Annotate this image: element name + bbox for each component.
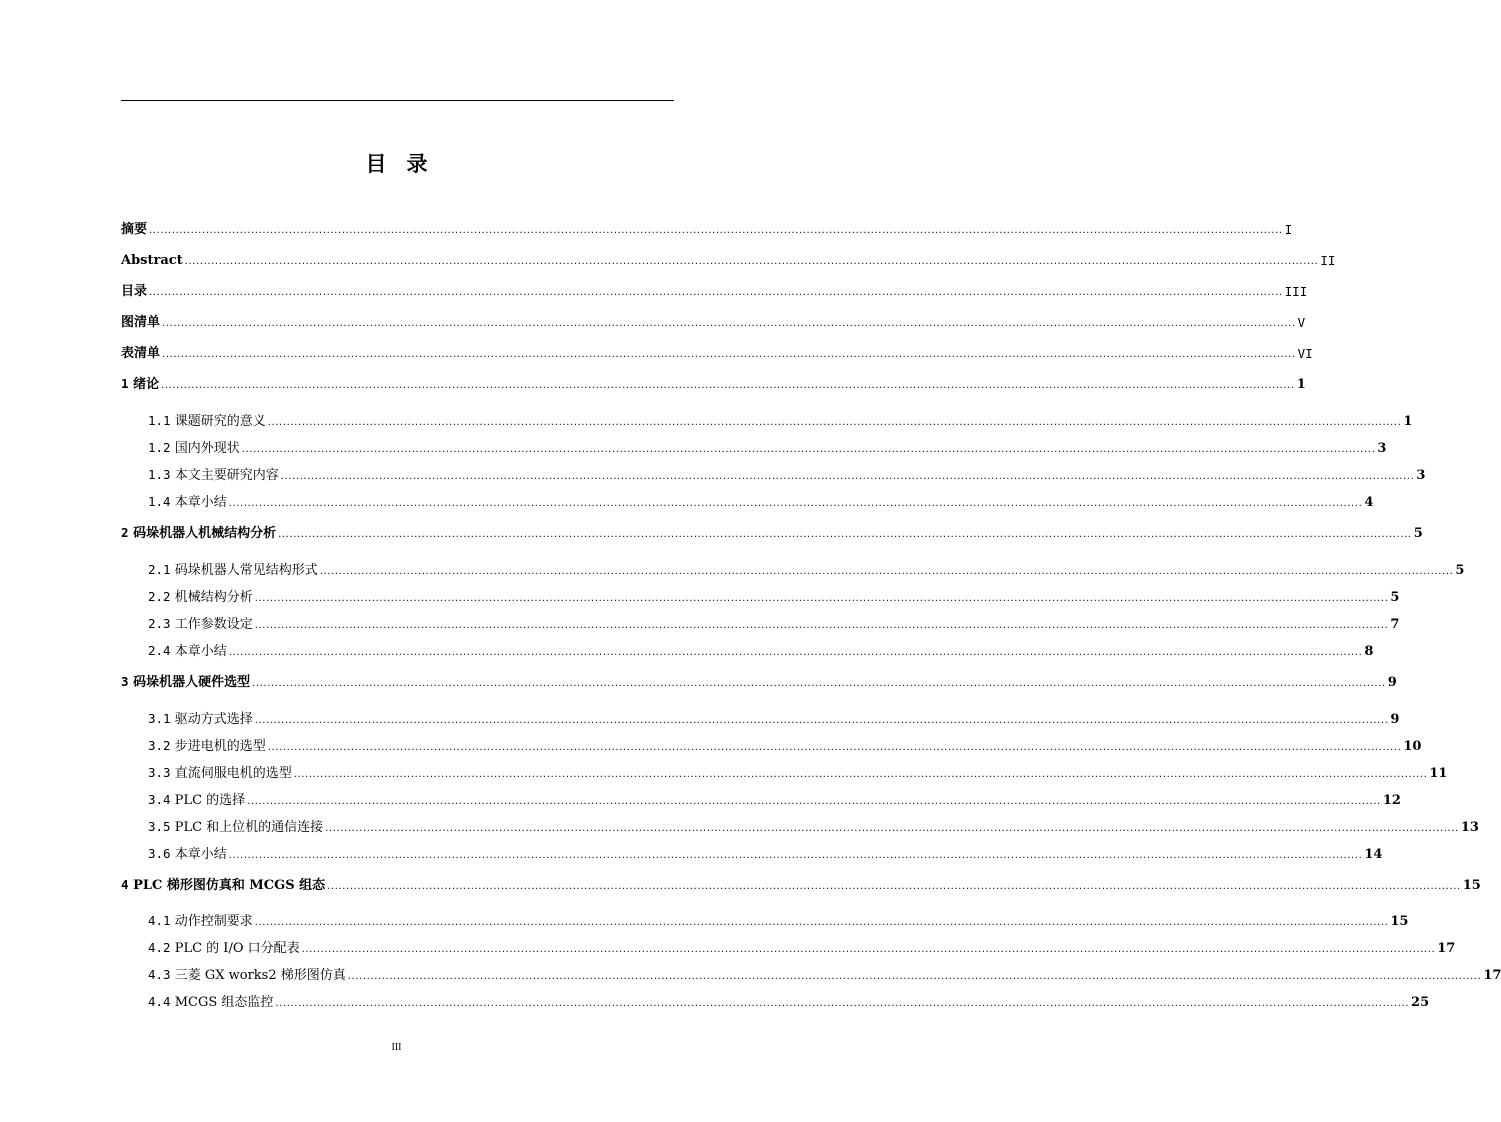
- toc-entry-page: 4: [1364, 495, 1374, 510]
- header-rule: [121, 100, 674, 101]
- toc-leader-dots: ............................................................................................................................................................................................................................................................................................................: [293, 769, 1428, 780]
- toc-entry-number: 4.1: [148, 913, 171, 928]
- toc-entry-label: 目录: [121, 284, 148, 299]
- toc-section-entry[interactable]: [148, 708, 1400, 728]
- toc-chapter-entry[interactable]: [121, 280, 1308, 300]
- toc-leader-dots: ............................................................................................................................................................................................................................................................................................................: [325, 823, 1459, 834]
- toc-entry-page: 17: [1483, 968, 1501, 983]
- toc-entry-label: 直流伺服电机的选型: [174, 766, 292, 781]
- toc-entry-title: [148, 589, 253, 606]
- toc-section-entry[interactable]: [148, 464, 1426, 484]
- toc-entry-number: 2: [121, 525, 129, 540]
- toc-section-entry[interactable]: [148, 843, 1383, 863]
- toc-entry-title: [148, 994, 273, 1011]
- toc-entry-label: 图清单: [121, 315, 161, 330]
- toc-entry-number: 1.3: [148, 467, 171, 482]
- toc-section-entry[interactable]: [148, 762, 1448, 782]
- toc-section-entry[interactable]: [148, 640, 1374, 660]
- toc-entry-label: 工作参数设定: [174, 617, 253, 632]
- toc-entry-page: 13: [1460, 820, 1479, 835]
- toc-entry-number: 3: [121, 674, 129, 689]
- toc-entry-page: 15: [1462, 878, 1481, 893]
- toc-entry-number: 4.2: [148, 940, 171, 955]
- toc-chapter-entry[interactable]: [121, 874, 1481, 894]
- toc-leader-dots: ............................................................................................................................................................................................................................................................................................................: [162, 318, 1296, 329]
- toc-entry-label: PLC 和上位机的通信连接: [174, 820, 324, 835]
- toc-entry-number: 3.4: [148, 792, 171, 807]
- toc-entry-number: 1.1: [148, 413, 171, 428]
- toc-leader-dots: ............................................................................................................................................................................................................................................................................................................: [184, 256, 1319, 267]
- toc-entry-label: 驱动方式选择: [174, 712, 253, 727]
- toc-leader-dots: ............................................................................................................................................................................................................................................................................................................: [161, 380, 1295, 391]
- toc-leader-dots: ............................................................................................................................................................................................................................................................................................................: [319, 566, 1454, 577]
- toc-entry-label: 摘要: [121, 222, 148, 237]
- toc-leader-dots: ............................................................................................................................................................................................................................................................................................................: [241, 444, 1376, 455]
- toc-entry-title: [121, 253, 183, 269]
- toc-entry-title: [148, 467, 279, 484]
- toc-chapter-entry[interactable]: [121, 342, 1313, 362]
- toc-entry-page: 10: [1403, 739, 1422, 754]
- toc-entry-page: 7: [1390, 617, 1400, 632]
- toc-leader-dots: ............................................................................................................................................................................................................................................................................................................: [254, 593, 1389, 604]
- toc-entry-page: 1: [1296, 377, 1306, 392]
- page-number-footer: III: [391, 1042, 402, 1053]
- toc-chapter-entry[interactable]: [121, 311, 1306, 331]
- toc-entry-number: 4.4: [148, 994, 171, 1009]
- toc-entry-title: [148, 738, 266, 755]
- toc-entry-page: 12: [1382, 793, 1401, 808]
- toc-entry-label: 步进电机的选型: [174, 739, 266, 754]
- toc-entry-page: 11: [1429, 766, 1448, 781]
- toc-entry-label: 本章小结: [174, 847, 227, 862]
- toc-entry-title: [121, 674, 250, 691]
- title-char-1: 目: [365, 151, 387, 176]
- toc-section-entry[interactable]: [148, 735, 1422, 755]
- toc-leader-dots: ............................................................................................................................................................................................................................................................................................................: [275, 998, 1410, 1009]
- toc-chapter-entry[interactable]: [121, 671, 1397, 691]
- toc-entry-label: 码垛机器人常见结构形式: [174, 563, 318, 578]
- toc-leader-dots: ............................................................................................................................................................................................................................................................................................................: [162, 349, 1296, 360]
- toc-entry-title: [121, 284, 147, 300]
- toc-entry-label: 表清单: [121, 346, 161, 361]
- toc-entry-number: 2.4: [148, 643, 171, 658]
- toc-entry-page: VI: [1297, 346, 1313, 361]
- toc-entry-number: 4: [121, 877, 129, 892]
- toc-leader-dots: ............................................................................................................................................................................................................................................................................................................: [278, 529, 1412, 540]
- toc-entry-page: 17: [1437, 941, 1456, 956]
- toc-entry-number: 2.1: [148, 562, 171, 577]
- toc-chapter-entry[interactable]: [121, 522, 1423, 542]
- toc-chapter-entry[interactable]: [121, 218, 1293, 238]
- toc-entry-number: 3.3: [148, 765, 171, 780]
- toc-entry-label: 本文主要研究内容: [174, 468, 279, 483]
- toc-entry-title: [148, 440, 240, 457]
- toc-entry-title: [121, 376, 159, 393]
- toc-section-entry[interactable]: [148, 586, 1400, 606]
- toc-entry-page: 8: [1364, 644, 1374, 659]
- toc-leader-dots: ............................................................................................................................................................................................................................................................................................................: [347, 971, 1482, 982]
- toc-entry-label: 本章小结: [174, 644, 227, 659]
- toc-entry-page: 14: [1364, 847, 1383, 862]
- toc-entry-label: 动作控制要求: [174, 914, 253, 929]
- toc-entry-title: [148, 940, 300, 957]
- toc-entry-title: [148, 643, 227, 660]
- toc-entry-number: 3.5: [148, 819, 171, 834]
- toc-entry-title: [148, 413, 266, 430]
- toc-section-entry[interactable]: [148, 613, 1400, 633]
- toc-entry-number: 1.2: [148, 440, 171, 455]
- toc-entry-number: 2.3: [148, 616, 171, 631]
- toc-leader-dots: ............................................................................................................................................................................................................................................................................................................: [254, 620, 1389, 631]
- toc-entry-number: 1.4: [148, 494, 171, 509]
- toc-entry-title: [148, 967, 346, 984]
- toc-section-entry[interactable]: [148, 937, 1456, 957]
- title-char-2: 录: [406, 151, 428, 176]
- toc-entry-number: 3.6: [148, 846, 171, 861]
- toc-entry-label: PLC 的 I/O 口分配表: [174, 941, 300, 956]
- toc-entry-page: V: [1297, 315, 1306, 330]
- toc-section-entry[interactable]: [148, 789, 1401, 809]
- toc-entry-title: [148, 792, 245, 809]
- toc-chapter-entry[interactable]: [121, 373, 1306, 393]
- toc-entry-page: 5: [1413, 526, 1423, 541]
- toc-entry-title: [148, 616, 253, 633]
- toc-section-entry[interactable]: [148, 410, 1413, 430]
- toc-entry-label: 课题研究的意义: [174, 414, 266, 429]
- toc-entry-number: 1: [121, 376, 129, 391]
- toc-entry-title: [148, 711, 253, 728]
- toc-leader-dots: ............................................................................................................................................................................................................................................................................................................: [267, 742, 1402, 753]
- toc-section-entry[interactable]: [148, 491, 1374, 511]
- toc-section-entry[interactable]: [148, 991, 1430, 1011]
- toc-leader-dots: ............................................................................................................................................................................................................................................................................................................: [247, 796, 1381, 807]
- toc-entry-title: [148, 494, 227, 511]
- toc-entry-label: Abstract: [121, 253, 183, 268]
- page-title: [0, 148, 793, 178]
- toc-leader-dots: ............................................................................................................................................................................................................................................................................................................: [280, 471, 1415, 482]
- toc-entry-title: [148, 562, 318, 579]
- toc-entry-page: I: [1284, 222, 1293, 237]
- toc-entry-number: 4.3: [148, 967, 171, 982]
- toc-entry-label: 码垛机器人机械结构分析: [133, 526, 277, 541]
- toc-section-entry[interactable]: [148, 437, 1387, 457]
- toc-leader-dots: ............................................................................................................................................................................................................................................................................................................: [149, 287, 1283, 298]
- toc-entry-number: 2.2: [148, 589, 171, 604]
- toc-entry-title: [121, 222, 147, 238]
- toc-leader-dots: ............................................................................................................................................................................................................................................................................................................: [254, 917, 1389, 928]
- toc-section-entry[interactable]: [148, 910, 1409, 930]
- toc-entry-label: 国内外现状: [174, 441, 240, 456]
- toc-entry-page: 5: [1390, 590, 1400, 605]
- toc-entry-label: PLC 的选择: [174, 793, 246, 808]
- toc-entry-title: [148, 846, 227, 863]
- toc-entry-page: 9: [1390, 712, 1400, 727]
- toc-leader-dots: ............................................................................................................................................................................................................................................................................................................: [228, 647, 1363, 658]
- toc-entry-label: 机械结构分析: [174, 590, 253, 605]
- toc-entry-title: [121, 315, 160, 331]
- toc-entry-page: 3: [1377, 441, 1387, 456]
- toc-entry-label: PLC 梯形图仿真和 MCGS 组态: [133, 878, 326, 893]
- toc-entry-page: 1: [1403, 414, 1413, 429]
- toc-entry-number: 3.2: [148, 738, 171, 753]
- toc-entry-page: 9: [1387, 675, 1397, 690]
- toc-leader-dots: ............................................................................................................................................................................................................................................................................................................: [327, 881, 1461, 892]
- toc-entry-title: [121, 346, 160, 362]
- toc-entry-page: 25: [1411, 995, 1430, 1010]
- toc-section-entry[interactable]: [148, 816, 1479, 836]
- toc-entry-title: [148, 913, 253, 930]
- toc-leader-dots: ............................................................................................................................................................................................................................................................................................................: [228, 850, 1363, 861]
- toc-section-entry[interactable]: [148, 964, 1501, 984]
- toc-entry-label: 码垛机器人硬件选型: [133, 675, 251, 690]
- toc-entry-title: [148, 765, 292, 782]
- toc-section-entry[interactable]: [148, 559, 1465, 579]
- toc-entry-title: [121, 877, 325, 894]
- toc-entry-label: 三菱 GX works2 梯形图仿真: [174, 968, 346, 983]
- toc-chapter-entry[interactable]: [121, 249, 1336, 269]
- toc-entry-page: III: [1284, 284, 1308, 299]
- toc-entry-label: MCGS 组态监控: [174, 995, 274, 1010]
- toc-entry-page: II: [1320, 253, 1336, 268]
- toc-entry-label: 本章小结: [174, 495, 227, 510]
- toc-leader-dots: ............................................................................................................................................................................................................................................................................................................: [228, 498, 1363, 509]
- toc-entry-page: 3: [1416, 468, 1426, 483]
- toc-entry-number: 3.1: [148, 711, 171, 726]
- toc-leader-dots: ............................................................................................................................................................................................................................................................................................................: [252, 678, 1386, 689]
- toc-entry-title: [121, 525, 276, 542]
- toc-leader-dots: ............................................................................................................................................................................................................................................................................................................: [254, 715, 1389, 726]
- toc-entry-label: 绪论: [133, 377, 160, 392]
- toc-leader-dots: ............................................................................................................................................................................................................................................................................................................: [301, 944, 1436, 955]
- toc-entry-title: [148, 819, 323, 836]
- toc-leader-dots: ............................................................................................................................................................................................................................................................................................................: [149, 225, 1283, 236]
- toc-leader-dots: ............................................................................................................................................................................................................................................................................................................: [267, 417, 1402, 428]
- toc-entry-page: 5: [1455, 563, 1465, 578]
- toc-entry-page: 15: [1390, 914, 1409, 929]
